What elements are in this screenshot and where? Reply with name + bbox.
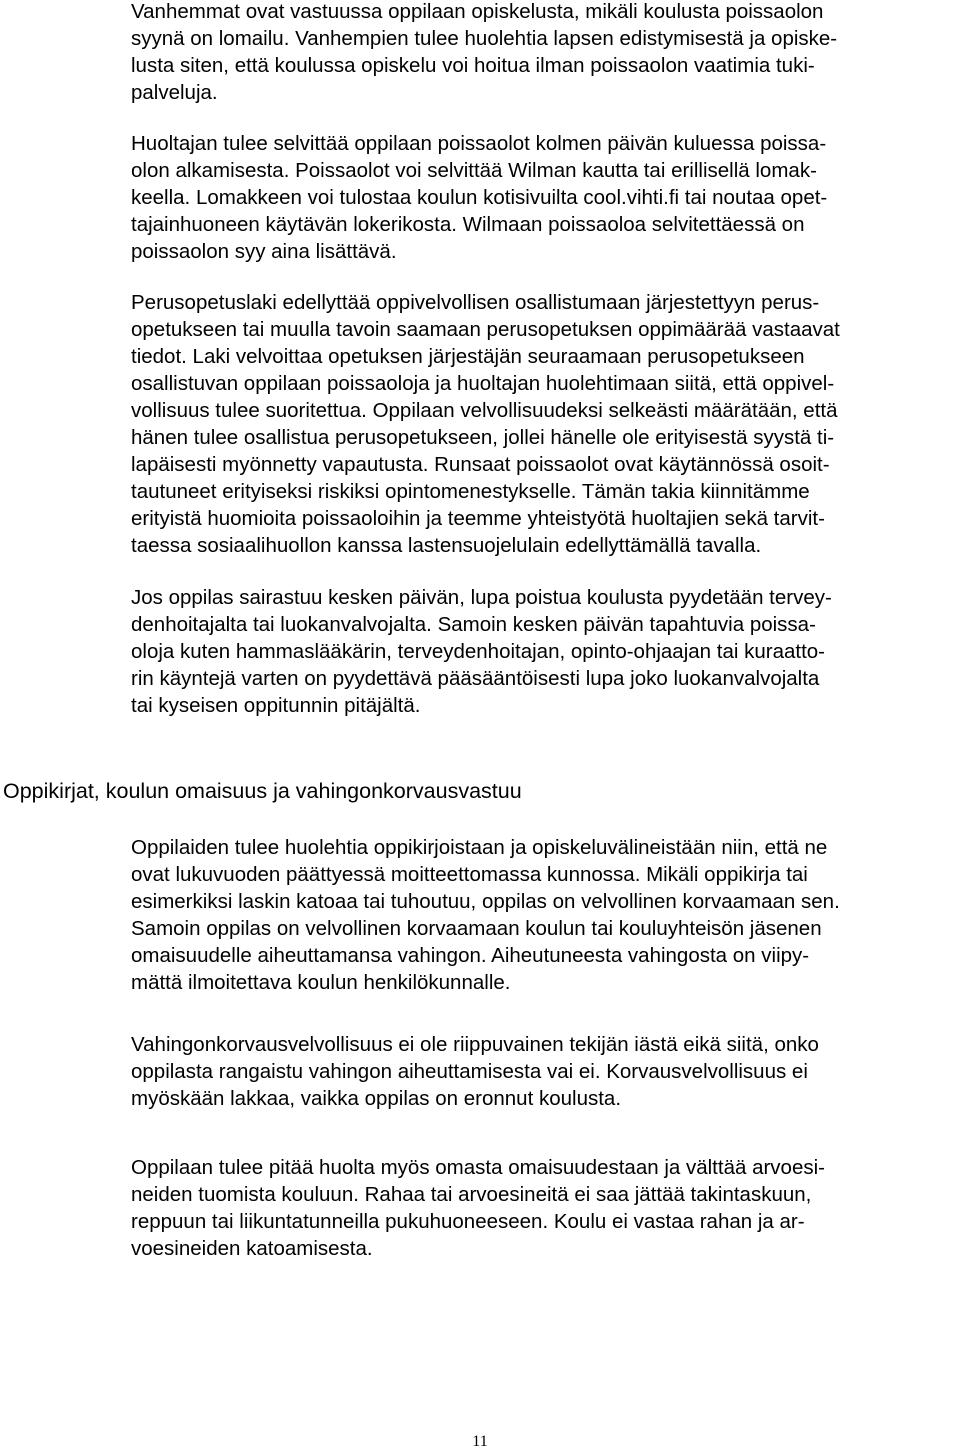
text-line: palveluja.: [131, 81, 218, 104]
page-number: 11: [472, 1433, 488, 1450]
text-line: ovat lukuvuoden päättyessä moitteettomassa kunnossa. Mikäli oppikirja tai: [131, 863, 808, 886]
text-line: opetukseen tai muulla tavoin saamaan perusopetuksen oppimäärää vastaavat: [131, 318, 840, 341]
text-line: taessa sosiaalihuollon kanssa lastensuojelulain edellyttämällä tavalla.: [131, 534, 762, 557]
text-line: Vahingonkorvausvelvollisuus ei ole riippuvainen tekijän iästä eikä siitä, onko: [131, 1033, 819, 1056]
text-line: tajainhuoneen käytävän lokerikosta. Wilmaan poissaoloa selvitettäessä on: [131, 213, 805, 236]
text-line: Oppilaan tulee pitää huolta myös omasta omaisuudestaan ja välttää arvoesi-: [131, 1156, 825, 1179]
text-line: Perusopetuslaki edellyttää oppivelvollisen osallistumaan järjestettyyn perus-: [131, 291, 820, 314]
text-line: Jos oppilas sairastuu kesken päivän, lupa poistua koulusta pyydetään tervey-: [131, 586, 832, 609]
text-line: oloja kuten hammaslääkärin, terveydenhoitajan, opinto-ohjaajan tai kuraatto-: [131, 640, 826, 663]
text-line: Oppilaiden tulee huolehtia oppikirjoistaan ja opiskeluvälineistään niin, että ne: [131, 836, 828, 859]
text-line: syynä on lomailu. Vanhempien tulee huolehtia lapsen edistymisestä ja opiske-: [131, 27, 838, 50]
text-line: tautuneet erityiseksi riskiksi opintomenestykselle. Tämän takia kiinnitämme: [131, 480, 810, 503]
text-line: tai kyseisen oppitunnin pitäjältä.: [131, 694, 421, 717]
section-heading: Oppikirjat, koulun omaisuus ja vahingonkorvausvastuu: [3, 779, 522, 803]
text-line: tiedot. Laki velvoittaa opetuksen järjestäjän seuraamaan perusopetukseen: [131, 345, 805, 368]
text-line: Huoltajan tulee selvittää oppilaan poissaolot kolmen päivän kuluessa poissa-: [131, 132, 827, 155]
text-line: rin käyntejä varten on pyydettävä pääsääntöisesti lupa joko luokanvalvojalta: [131, 667, 820, 690]
text-line: erityistä huomioita poissaoloihin ja teemme yhteistyötä huoltajien sekä tarvit-: [131, 507, 825, 530]
text-line: oppilasta rangaistu vahingon aiheuttamisesta vai ei. Korvausvelvollisuus ei: [131, 1060, 808, 1083]
text-line: osallistuvan oppilaan poissaoloja ja huoltajan huolehtimaan siitä, että oppivel-: [131, 372, 835, 395]
text-line: keella. Lomakkeen voi tulostaa koulun kotisivuilta cool.vihti.fi tai noutaa opet-: [131, 186, 828, 209]
text-line: denhoitajalta tai luokanvalvojalta. Samoin kesken päivän tapahtuvia poissa-: [131, 613, 816, 636]
text-line: lusta siten, että koulussa opiskelu voi hoitua ilman poissaolon vaatimia tuki-: [131, 54, 815, 77]
text-line: hänen tulee osallistua perusopetukseen, jollei hänelle ole erityisestä syystä ti-: [131, 426, 835, 449]
text-line: neiden tuomista kouluun. Rahaa tai arvoesineitä ei saa jättää takintaskuun,: [131, 1183, 812, 1206]
text-line: esimerkiksi laskin katoaa tai tuhoutuu, oppilas on velvollinen korvaamaan sen.: [131, 890, 840, 913]
text-line: Vanhemmat ovat vastuussa oppilaan opiskelusta, mikäli koulusta poissaolon: [131, 0, 824, 23]
text-line: omaisuudelle aiheuttamansa vahingon. Aiheutuneesta vahingosta on viipy-: [131, 944, 810, 967]
text-line: lapäisesti myönnetty vapautusta. Runsaat poissaolot ovat käytännössä osoit-: [131, 453, 830, 476]
text-line: vollisuus tulee suoritettua. Oppilaan velvollisuudeksi selkeästi määrätään, että: [131, 399, 838, 422]
text-line: poissaolon syy aina lisättävä.: [131, 240, 397, 263]
text-line: myöskään lakkaa, vaikka oppilas on eronnut koulusta.: [131, 1087, 622, 1110]
text-line: Samoin oppilas on velvollinen korvaamaan koulun tai kouluyhteisön jäsenen: [131, 917, 822, 940]
text-line: olon alkamisesta. Poissaolot voi selvittää Wilman kautta tai erillisellä lomak-: [131, 159, 817, 182]
text-line: reppuun tai liikuntatunneilla pukuhuoneeseen. Koulu ei vastaa rahan ja ar-: [131, 1210, 805, 1233]
text-line: mättä ilmoitettava koulun henkilökunnalle.: [131, 971, 511, 994]
text-line: voesineiden katoamisesta.: [131, 1237, 373, 1260]
